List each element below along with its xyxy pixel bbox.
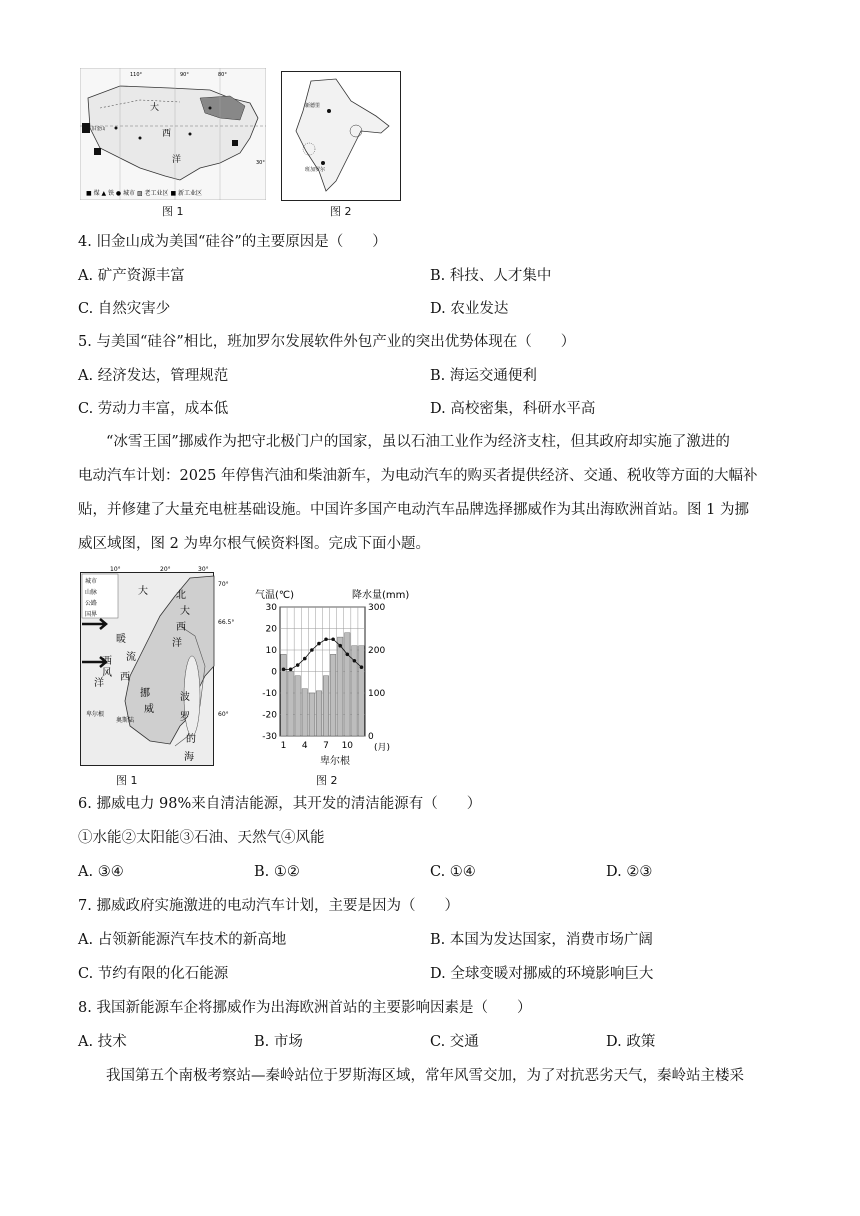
fig1-lon-110: 110°	[130, 72, 143, 78]
fig1-lon-80: 80°	[218, 72, 227, 78]
temp-tick-label: 0	[271, 667, 277, 678]
q8-option-d[interactable]: D. 政策	[606, 1034, 656, 1050]
q8-option-b[interactable]: B. 市场	[254, 1034, 303, 1050]
q6-stem: 6. 挪威电力 98%来自清洁能源，其开发的清洁能源有（ ）	[78, 796, 482, 812]
climate-month-unit: (月)	[374, 743, 391, 753]
lat-70: 70°	[218, 581, 229, 588]
precip-bar	[288, 672, 293, 737]
norway-map	[80, 566, 240, 766]
fig1-label-da: 大	[150, 103, 160, 113]
q8-option-c[interactable]: C. 交通	[430, 1034, 479, 1050]
temperature-point	[338, 644, 342, 648]
temperature-point	[360, 665, 364, 669]
temperature-point	[282, 668, 286, 672]
label-bergen: 卑尔根	[86, 711, 105, 718]
climate-station: 卑尔根	[320, 756, 350, 767]
q5-stem: 5. 与美国“硅谷”相比，班加罗尔发展软件外包产业的突出优势体现在（ ）	[78, 334, 576, 350]
precip-tick-label: 100	[368, 689, 386, 699]
label-xifeng-xi: 西	[102, 656, 112, 667]
q5-option-c[interactable]: C. 劳动力丰富，成本低	[78, 401, 229, 417]
usa-map	[80, 68, 266, 200]
q7-stem: 7. 挪威政府实施激进的电动汽车计划，主要是因为（ ）	[78, 898, 459, 914]
legend-mountain: 山脉	[85, 589, 98, 596]
temperature-point	[331, 637, 335, 641]
climate-title-right: 降水量(mm)	[352, 590, 410, 601]
temp-tick-label: 10	[265, 646, 277, 656]
legend-city: 城市	[85, 578, 98, 585]
temperature-point	[324, 637, 328, 641]
label-bei: 北	[176, 590, 186, 601]
precip-tick-label: 200	[368, 646, 386, 656]
label-nuo: 挪	[140, 688, 150, 699]
temperature-point	[353, 659, 357, 663]
q4-option-a[interactable]: A. 矿产资源丰富	[78, 268, 185, 284]
norway-map-figure	[80, 566, 240, 766]
fig1-label-xi: 西	[162, 129, 172, 139]
q6-sub: ①水能②太阳能③石油、天然气④风能	[78, 830, 325, 846]
temperature-point	[310, 648, 314, 652]
label-yang-2: 洋	[172, 638, 182, 649]
fig2-label-delhi: 新德里	[305, 103, 321, 109]
temperature-point	[345, 653, 349, 657]
precip-bar	[359, 646, 364, 736]
label-yang: 洋	[94, 678, 104, 689]
label-xi: 西	[120, 672, 130, 683]
month-tick-label: 4	[301, 741, 308, 751]
precip-bar	[302, 689, 307, 736]
legend-border: 国界	[85, 611, 98, 618]
month-tick-label: 1	[280, 741, 287, 751]
q7-option-a[interactable]: A. 占领新能源汽车技术的新高地	[78, 932, 287, 948]
legend-road: 公路	[85, 600, 98, 607]
label-oslo: 奥斯陆	[116, 717, 135, 724]
label-de: 的	[186, 734, 196, 745]
q5-option-d[interactable]: D. 高校密集，科研水平高	[430, 401, 596, 417]
fig1-label-yang: 洋	[172, 155, 182, 165]
india-map-figure	[281, 71, 401, 201]
climate-title-left: 气温(℃)	[255, 590, 295, 601]
passage1-line2: 电动汽车计划：2025 年停售汽油和柴油新车，为电动汽车的购买者提供经济、交通、税收等方面的大幅补	[78, 468, 758, 484]
fig2-label-bangalore: 班加罗尔	[305, 167, 326, 173]
q5-option-a[interactable]: A. 经济发达，管理规范	[78, 368, 229, 384]
temp-tick-label: -30	[262, 732, 277, 742]
q7-option-b[interactable]: B. 本国为发达国家，消费市场广阔	[430, 932, 653, 948]
label-nuan: 暖	[116, 634, 126, 645]
precip-bar	[295, 676, 300, 736]
temperature-point	[303, 657, 307, 661]
passage1-line1: “冰雪王国”挪威作为把守北极门户的国家，虽以石油工业作为经济支柱，但其政府却实施了激进的	[106, 434, 730, 450]
q6-option-d[interactable]: D. ②③	[606, 864, 653, 880]
fig2-caption-top: 图 2	[330, 205, 352, 218]
q6-option-b[interactable]: B. ①②	[254, 864, 300, 880]
passage2-line1: 我国第五个南极考察站—秦岭站位于罗斯海区域，常年风雪交加，为了对抗恶劣天气，秦岭站主楼采	[106, 1068, 744, 1084]
q4-option-d[interactable]: D. 农业发达	[430, 301, 509, 317]
label-bo: 波	[180, 692, 190, 703]
q4-stem: 4. 旧金山成为美国“硅谷”的主要原因是（ ）	[78, 234, 387, 250]
fig1-caption-norway: 图 1	[116, 774, 138, 787]
month-tick-label: 7	[323, 741, 329, 751]
month-tick-label: 10	[341, 741, 354, 751]
label-liu: 流	[126, 652, 136, 663]
label-wei: 威	[144, 704, 154, 715]
fig2-caption-norway: 图 2	[316, 774, 338, 787]
precip-tick-label: 300	[368, 603, 386, 613]
lon-10: 10°	[110, 566, 121, 573]
passage1-line3: 贴，并修建了大量充电桩基础设施。中国许多国产电动汽车品牌选择挪威作为其出海欧洲首站。图 1 为挪	[78, 502, 749, 518]
label-da: 大	[138, 586, 148, 597]
label-xi-2: 西	[176, 622, 186, 633]
precip-tick-label: 0	[368, 732, 374, 742]
fig1-lon-90: 90°	[180, 72, 189, 78]
temp-tick-label: 30	[265, 603, 277, 613]
fig1-caption-top: 图 1	[162, 205, 184, 218]
label-da-2: 大	[180, 606, 190, 617]
fig1-legend: ■ 煤 ▲ 铁 ● 城市 ▨ 老工业区 ■ 新工业区	[86, 190, 203, 197]
q8-stem: 8. 我国新能源车企将挪威作为出海欧洲首站的主要影响因素是（ ）	[78, 1000, 532, 1016]
q8-option-a[interactable]: A. 技术	[78, 1034, 127, 1050]
precip-bar	[316, 691, 321, 736]
q6-option-c[interactable]: C. ①④	[430, 864, 476, 880]
temperature-point	[317, 642, 321, 646]
precip-bar	[345, 633, 350, 736]
precip-bar	[330, 654, 335, 736]
lat-66-5: 66.5°	[218, 619, 235, 626]
passage1-line4: 威区域图，图 2 为卑尔根气候资料图。完成下面小题。	[78, 536, 430, 552]
fig1-lat-30: 30°	[256, 160, 265, 166]
label-xifeng-feng: 风	[102, 668, 112, 679]
india-map	[281, 71, 401, 201]
lon-20: 20°	[160, 566, 171, 573]
temperature-point	[296, 663, 300, 667]
precip-bar	[281, 654, 286, 736]
temperature-point	[289, 668, 293, 672]
label-hai: 海	[184, 752, 194, 763]
climate-chart-figure	[250, 586, 420, 771]
q4-option-b[interactable]: B. 科技、人才集中	[430, 268, 552, 284]
q6-option-a[interactable]: A. ③④	[78, 864, 124, 880]
fig1-label-sf: 旧金山	[92, 127, 106, 132]
q5-option-b[interactable]: B. 海运交通便利	[430, 368, 537, 384]
temp-tick-label: -20	[262, 710, 277, 721]
q4-option-c[interactable]: C. 自然灾害少	[78, 301, 171, 317]
temp-tick-label: -10	[262, 689, 277, 699]
usa-map-figure	[80, 68, 266, 200]
climate-chart	[250, 586, 420, 771]
lat-60: 60°	[218, 711, 229, 718]
label-luo: 罗	[180, 712, 190, 723]
lon-30: 30°	[198, 566, 209, 573]
q7-option-d[interactable]: D. 全球变暖对挪威的环境影响巨大	[430, 966, 654, 982]
precip-bar	[337, 637, 342, 736]
temp-tick-label: 20	[265, 624, 277, 635]
precip-bar	[323, 676, 328, 736]
q7-option-c[interactable]: C. 节约有限的化石能源	[78, 966, 229, 982]
precip-bar	[309, 693, 314, 736]
